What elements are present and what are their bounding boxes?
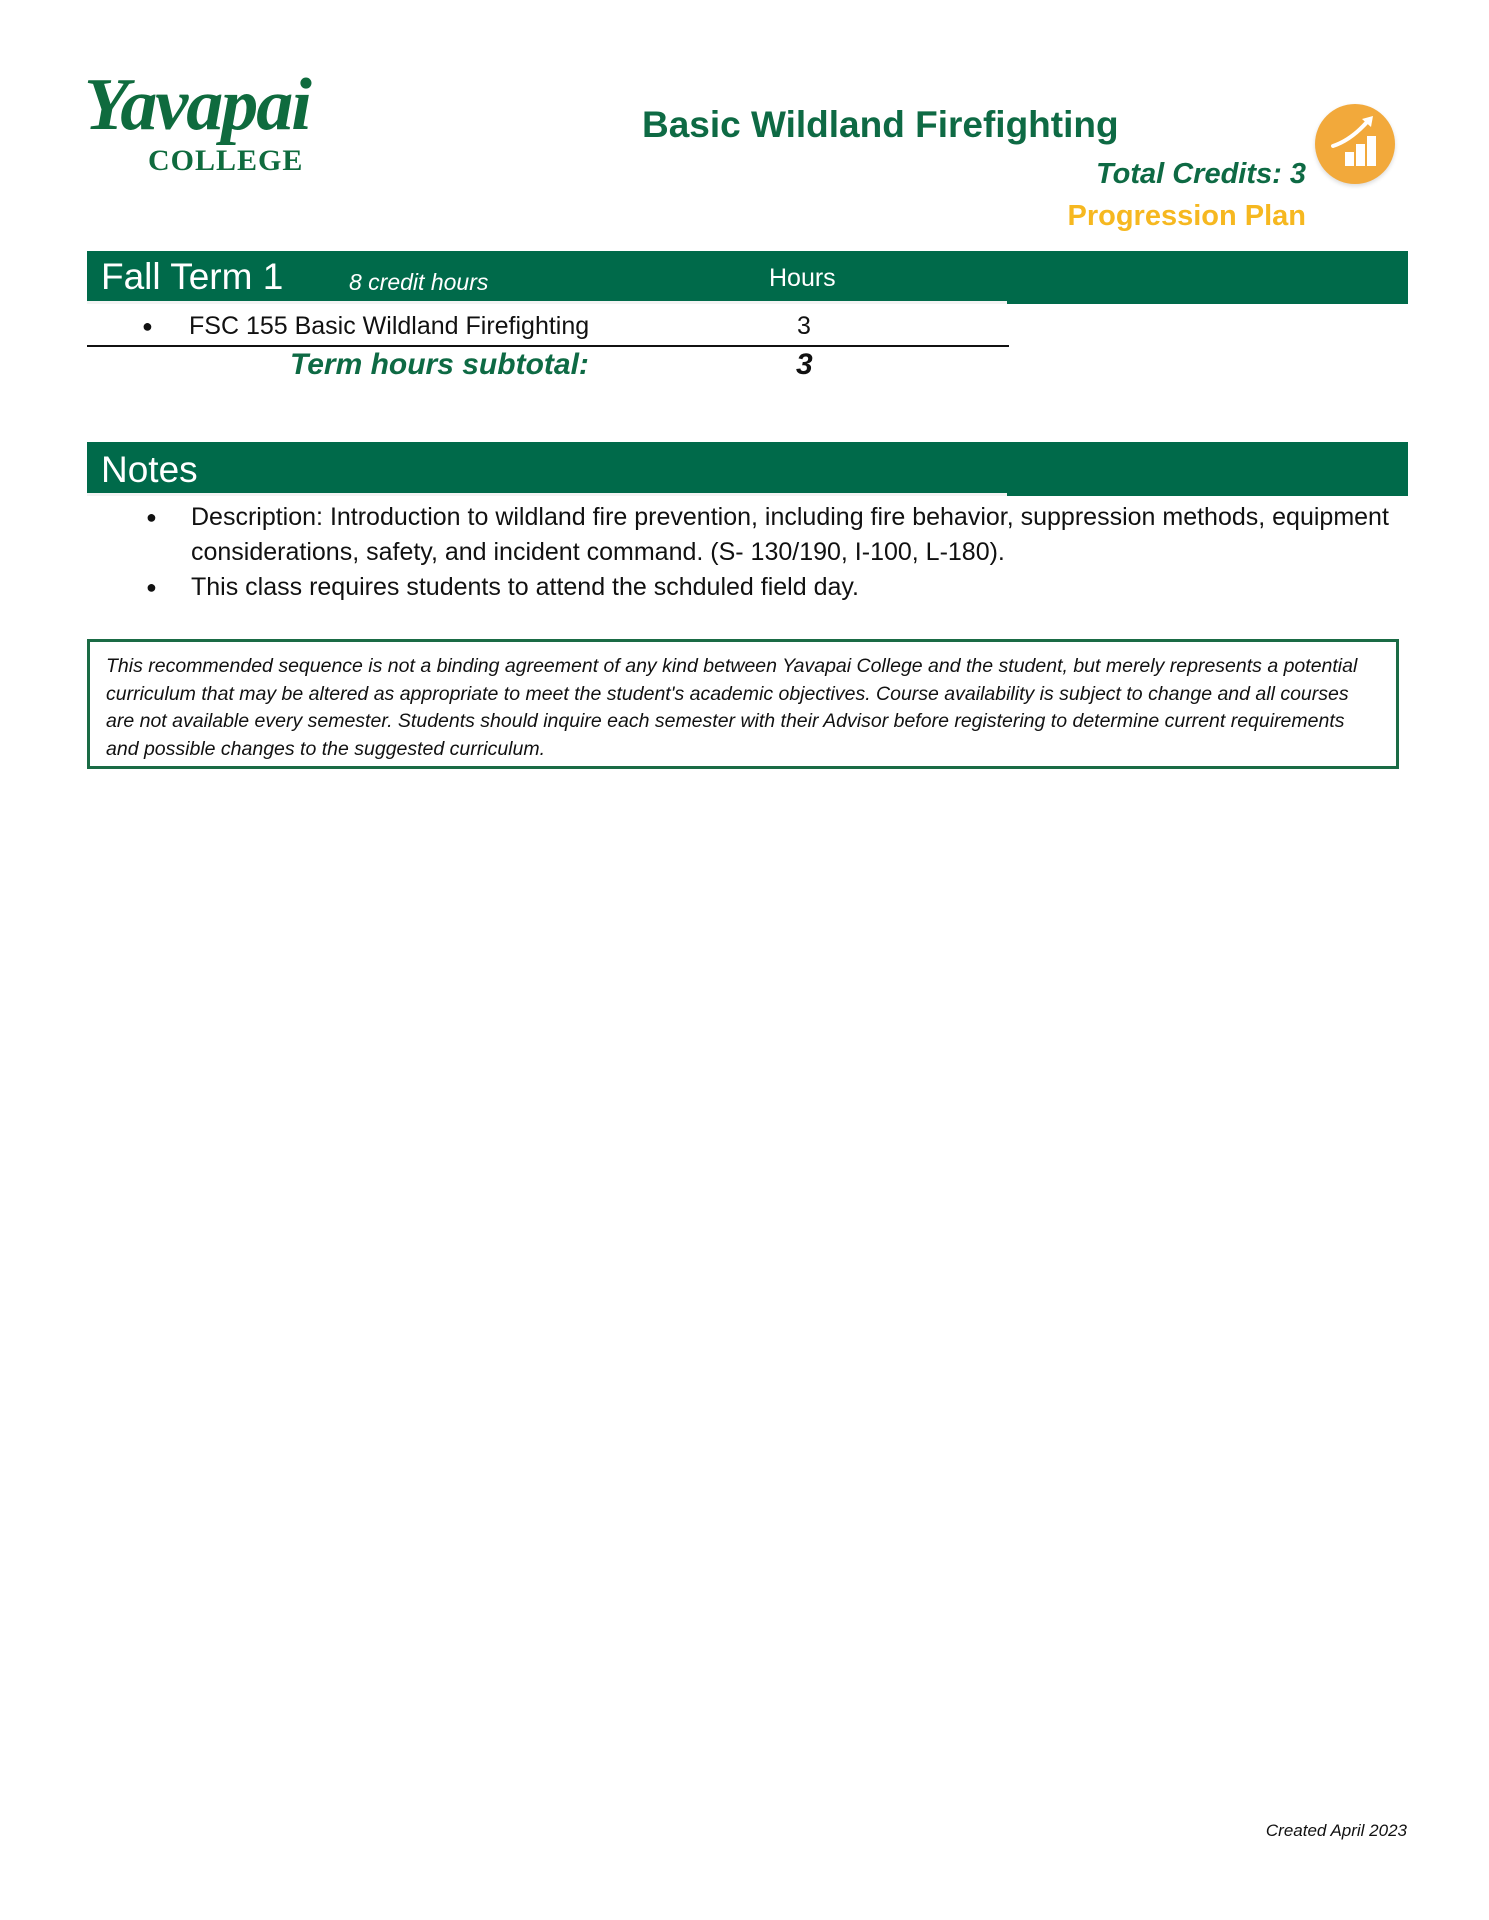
term-credit-hours: 8 credit hours (349, 269, 489, 295)
term-header-bar (87, 251, 1408, 304)
logo-wordmark: Yavapai (84, 64, 310, 146)
notes-header-bar (87, 442, 1408, 496)
note-item (87, 570, 1408, 605)
course-row (87, 307, 1009, 347)
bullet-icon: ● (146, 577, 157, 597)
total-credits: Total Credits: 3 (1095, 158, 1306, 190)
program-title: Basic Wildland Firefighting (642, 104, 1119, 145)
term-subtotal-value: 3 (796, 348, 813, 381)
yavapai-college-logo (84, 64, 344, 182)
note-text: Description: Introduction to wildland fire prevention, including fire behavior, suppression methods, equipment considerations, safety, and incident command. (S- 130/190, I-100, L-180). (191, 503, 1389, 566)
bullet-icon: ● (146, 507, 157, 527)
course-name: FSC 155 Basic Wildland Firefighting (189, 312, 590, 340)
disclaimer-box: This recommended sequence is not a binding agreement of any kind between Yavapai College and the student, but merely represents a potential curriculum that may be altered as appropriate to meet the student's academic objectives. Course availability is subject to change and all courses are not available every semester. Students should inquire each semester with their Advisor before registering to determine current requirements and possible changes to the suggested curriculum. (87, 639, 1399, 769)
hours-column-header: Hours (769, 264, 836, 292)
progression-plan-label: Progression Plan (1067, 200, 1306, 232)
notes-title: Notes (101, 449, 198, 490)
term-title: Fall Term 1 (101, 256, 284, 297)
logo-subtitle: COLLEGE (148, 144, 304, 177)
note-text: This class requires students to attend the schduled field day. (191, 573, 859, 601)
created-date: Created April 2023 (1265, 1821, 1407, 1840)
course-hours: 3 (797, 312, 811, 340)
notes-list (87, 500, 1408, 605)
note-item (87, 500, 1408, 570)
term-subtotal-label: Term hours subtotal: (290, 348, 589, 381)
bullet-icon: ● (142, 316, 153, 336)
growth-chart-icon (1315, 104, 1395, 184)
